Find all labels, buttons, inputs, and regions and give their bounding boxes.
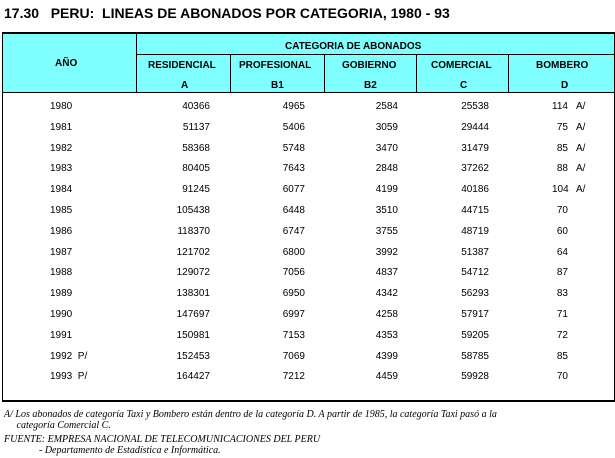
cell-a: 80405	[182, 163, 210, 175]
cell-b1: 6800	[282, 246, 305, 258]
cell-d: 70	[556, 371, 568, 383]
cell-b2: 3755	[375, 225, 398, 237]
cell-year: 1992 P/	[50, 350, 88, 362]
cell-d: 104 A/	[552, 184, 586, 196]
table-row	[3, 163, 614, 184]
cell-a: 105438	[176, 205, 210, 216]
cell-d: 85 A/	[556, 142, 586, 154]
col-header-profesional: PROFESIONAL	[239, 60, 312, 71]
footnote-taxi-2: categoría Comercial C.	[4, 420, 111, 431]
cell-b2: 3992	[375, 246, 398, 258]
cell-c: 57917	[461, 309, 489, 320]
cell-c: 56293	[461, 288, 489, 300]
cell-d: 87	[556, 267, 568, 279]
cell-c: 31479	[461, 142, 489, 154]
table-row	[3, 351, 614, 372]
table-row	[3, 226, 614, 247]
cell-b1: 7643	[282, 163, 305, 175]
cell-d: 85	[556, 350, 568, 362]
data-table	[2, 32, 615, 402]
table-row	[3, 247, 614, 268]
cell-year: 1989	[50, 288, 73, 300]
table-row	[3, 205, 614, 226]
cell-c: 29444	[461, 121, 489, 133]
cell-d: 88 A/	[556, 163, 586, 175]
cell-b2: 3059	[375, 121, 398, 133]
table-row	[3, 101, 614, 122]
cell-c: 51387	[461, 246, 489, 258]
cell-c: 25538	[461, 101, 489, 112]
header-divider	[136, 54, 614, 55]
table-row	[3, 267, 614, 288]
col-header-bombero: BOMBERO	[536, 60, 589, 71]
col-code-a: A	[181, 80, 189, 91]
cell-year: 1991	[50, 329, 73, 341]
cell-d: 70	[556, 205, 568, 216]
cell-a: 40366	[182, 101, 210, 112]
cell-c: 59928	[461, 371, 489, 383]
cell-c: 48719	[461, 225, 489, 237]
cell-a: 91245	[182, 184, 210, 196]
header-col-sep	[508, 54, 509, 93]
cell-b1: 5748	[282, 142, 305, 154]
cell-a: 118370	[177, 225, 210, 237]
cell-a: 121702	[176, 246, 210, 258]
cell-a: 58368	[182, 142, 210, 154]
cell-b2: 4199	[375, 184, 398, 196]
cell-year: 1986	[50, 225, 73, 237]
footnote-taxi-1: A/ Los abonados de categoría Taxi y Bombero están dentro de la categoría D. A partir de 1985, la categoría Taxi pasó a la	[4, 409, 497, 420]
cell-a: 138301	[176, 288, 210, 300]
col-code-b2: B2	[364, 80, 377, 91]
cell-d: 114 A/	[552, 101, 586, 112]
cell-b1: 4965	[282, 101, 305, 112]
col-code-b1: B1	[271, 80, 284, 91]
cell-c: 59205	[461, 329, 489, 341]
table-row	[3, 371, 614, 392]
cell-c: 40186	[461, 184, 489, 196]
cell-a: 152453	[176, 350, 210, 362]
cell-b1: 7212	[282, 371, 305, 383]
table-row	[3, 184, 614, 205]
cell-b1: 7153	[282, 329, 305, 341]
cell-b2: 4353	[375, 329, 398, 341]
table-row	[3, 122, 614, 143]
cell-year: 1983	[50, 163, 73, 175]
col-code-d: D	[561, 80, 569, 91]
cell-b2: 4837	[375, 267, 398, 279]
table-header	[3, 34, 614, 93]
cell-b2: 4258	[375, 309, 398, 320]
col-code-c: C	[460, 80, 468, 91]
cell-year: 1988	[50, 267, 73, 279]
cell-year: 1982	[50, 142, 73, 154]
cell-a: 150981	[176, 329, 210, 341]
table-row	[3, 309, 614, 330]
cell-b2: 2584	[375, 101, 398, 112]
col-header-residencial: RESIDENCIAL	[148, 60, 216, 71]
cell-year: 1980	[50, 101, 73, 112]
col-header-gobierno: GOBIERNO	[342, 60, 397, 71]
cell-year: 1987	[50, 246, 73, 258]
cell-year: 1985	[50, 205, 73, 216]
cell-d: 71	[556, 309, 568, 320]
cell-d: 64	[556, 246, 568, 258]
cell-a: 147697	[176, 309, 210, 320]
table-row	[3, 330, 614, 351]
cell-year: 1993 P/	[50, 371, 88, 383]
category-group-header: CATEGORIA DE ABONADOS	[285, 41, 422, 52]
cell-b1: 6077	[282, 184, 305, 196]
cell-b2: 2848	[375, 163, 398, 175]
cell-b2: 3510	[375, 205, 398, 216]
cell-c: 37262	[461, 163, 489, 175]
cell-b1: 6997	[282, 309, 305, 320]
cell-c: 54712	[461, 267, 489, 279]
cell-c: 44715	[461, 205, 489, 216]
page-title: 17.30 PERU: LINEAS DE ABONADOS POR CATEGORIA, 1980 - 93	[4, 5, 450, 21]
cell-d: 60	[556, 225, 568, 237]
col-header-comercial: COMERCIAL	[431, 60, 492, 71]
header-col-sep	[324, 54, 325, 93]
cell-d: 72	[556, 329, 568, 341]
cell-b1: 7069	[282, 350, 305, 362]
cell-b2: 4342	[375, 288, 398, 300]
cell-b2: 4459	[375, 371, 398, 383]
cell-d: 75 A/	[556, 121, 586, 133]
table-row	[3, 143, 614, 164]
cell-year: 1984	[50, 184, 73, 196]
cell-d: 83	[556, 288, 568, 300]
cell-b1: 7056	[282, 267, 305, 279]
header-col-sep	[230, 54, 231, 93]
cell-b1: 5406	[282, 121, 305, 133]
cell-b2: 3470	[375, 142, 398, 154]
source-line-2: - Departamento de Estadística e Informática.	[4, 445, 221, 456]
cell-year: 1990	[50, 309, 73, 320]
cell-b1: 6747	[282, 225, 305, 237]
cell-a: 164427	[176, 371, 210, 383]
cell-a: 129072	[176, 267, 210, 279]
cell-b1: 6448	[282, 205, 305, 216]
source-line-1: FUENTE: EMPRESA NACIONAL DE TELECOMUNICACIONES DEL PERU	[4, 434, 321, 445]
table-row	[3, 288, 614, 309]
header-col-sep	[136, 34, 137, 93]
cell-c: 58785	[461, 350, 489, 362]
cell-b1: 6950	[282, 288, 305, 300]
header-col-sep	[416, 54, 417, 93]
year-header: AÑO	[55, 58, 78, 69]
cell-year: 1981	[50, 121, 73, 133]
cell-a: 51137	[182, 121, 210, 133]
cell-b2: 4399	[375, 350, 398, 362]
